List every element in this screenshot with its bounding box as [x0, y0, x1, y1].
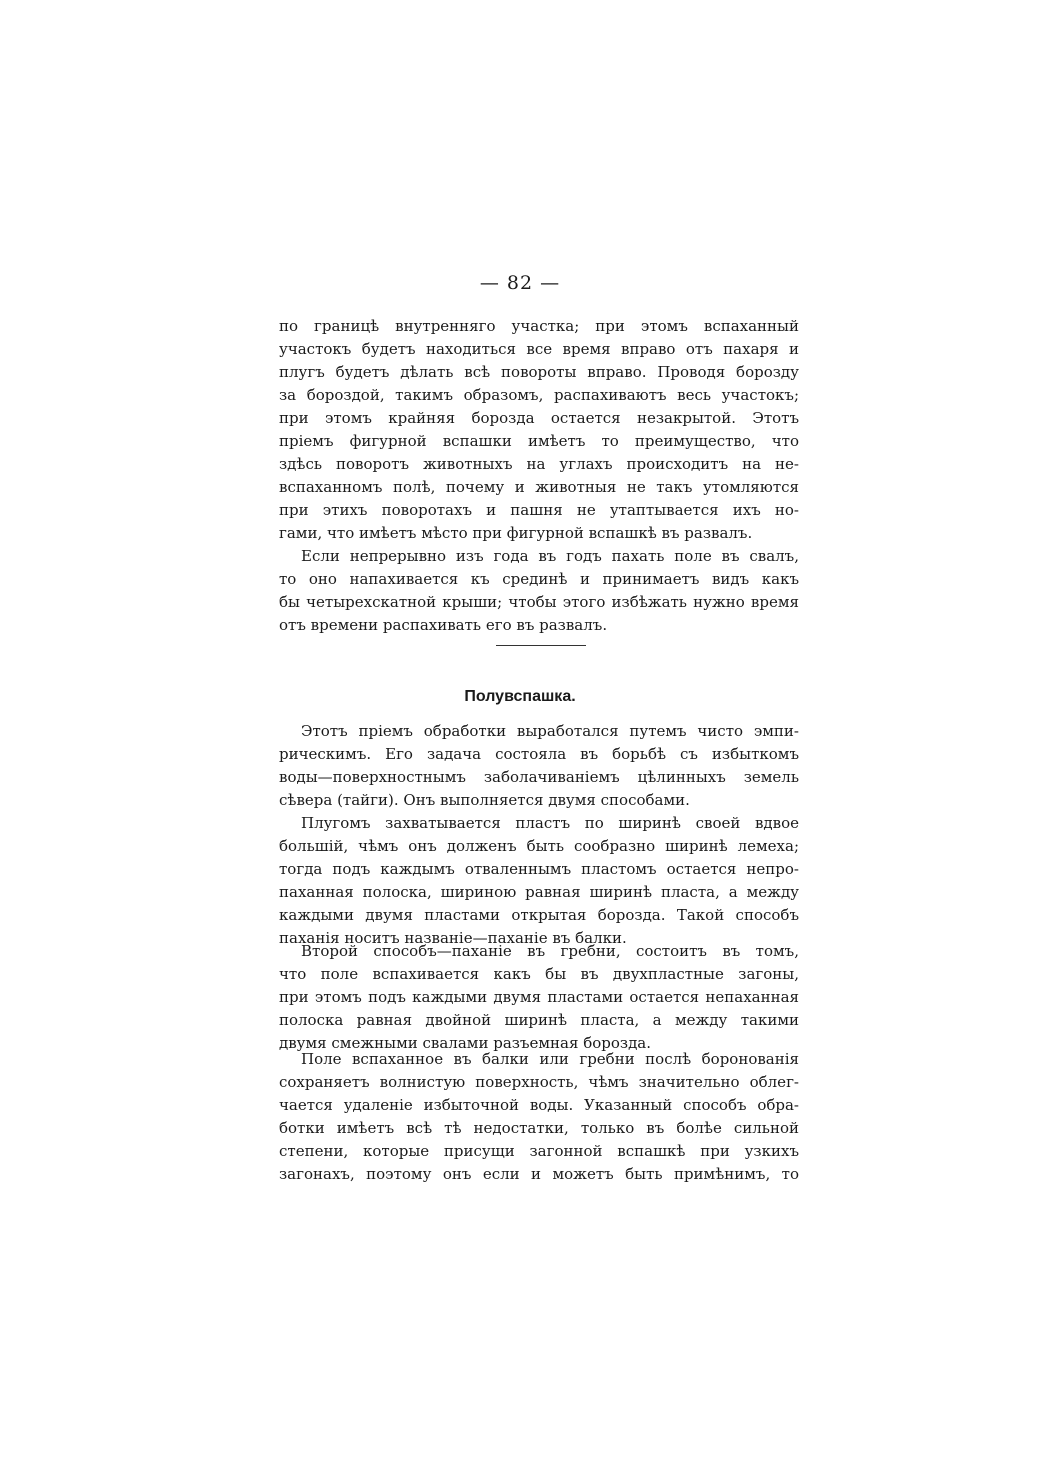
text-line: двумя смежными свалами разъемная борозда. [279, 1034, 652, 1052]
text-line: каждыми двумя пластами открытая борозда. Такой способъ [279, 906, 799, 924]
text-line: ботки имѣетъ всѣ тѣ недостатки, только въ болѣе сильной [279, 1119, 799, 1137]
text-line: при этомъ подъ каждыми двумя пластами остается непаханная [279, 988, 799, 1006]
text-line: тогда подъ каждымъ отваленнымъ пластомъ остается непро- [279, 860, 799, 878]
text-line: вспаханномъ полѣ, почему и животныя не такъ утомляются [279, 478, 799, 496]
text-line: что поле вспахивается какъ бы въ двухпластные загоны, [279, 965, 799, 983]
section-divider [496, 645, 586, 646]
text-line: большій, чѣмъ онъ долженъ быть сообразно ширинѣ лемеха; [279, 837, 799, 855]
section-heading: Полувспашка. [464, 688, 576, 705]
text-line: здѣсь поворотъ животныхъ на углахъ происходитъ на не- [279, 455, 799, 473]
text-line: рическимъ. Его задача состояла въ борьбѣ съ избыткомъ [279, 745, 799, 763]
text-line: Второй способъ—паханіе въ гребни, состоитъ въ томъ, [301, 942, 799, 960]
text-line: Плугомъ захватывается пластъ по ширинѣ своей вдвое [301, 814, 799, 832]
text-line: участокъ будетъ находиться все время вправо отъ пахаря и [279, 340, 799, 358]
paragraph-second-method [279, 940, 799, 1055]
text-line: воды—поверхностнымъ заболачиваніемъ цѣлинныхъ земель [279, 768, 799, 786]
paragraph-roof [279, 545, 799, 637]
paragraph-continuation [279, 315, 799, 545]
text-line: при этихъ поворотахъ и пашня не утаптывается ихъ но- [279, 501, 799, 519]
text-line: Поле вспаханное въ балки или гребни послѣ боронованія [301, 1050, 799, 1068]
text-line: паханная полоска, шириною равная ширинѣ пласта, а между [279, 883, 799, 901]
text-line: плугъ будетъ дѣлать всѣ повороты вправо. Проводя борозду [279, 363, 799, 381]
text-line: загонахъ, поэтому онъ если и можетъ быть примѣнимъ, то [279, 1165, 799, 1183]
paragraph-intro [279, 720, 799, 812]
paragraph-first-method [279, 812, 799, 950]
text-line: за бороздой, такимъ образомъ, распахиваютъ весь участокъ; [279, 386, 799, 404]
text-line: гами, что имѣетъ мѣсто при фигурной вспашкѣ въ развалъ. [279, 524, 753, 542]
text-line: полоска равная двойной ширинѣ пласта, а между такими [279, 1011, 799, 1029]
text-line: степени, которые присущи загонной вспашкѣ при узкихъ [279, 1142, 799, 1160]
text-line: при этомъ крайняя борозда остается незакрытой. Этотъ [279, 409, 799, 427]
text-line: Этотъ пріемъ обработки выработался путемъ чисто эмпи- [301, 722, 799, 740]
text-line: по границѣ внутренняго участка; при этомъ вспаханный [279, 317, 799, 335]
text-line: бы четырехскатной крыши; чтобы этого избѣжать нужно время [279, 593, 799, 611]
text-line: Если непрерывно изъ года въ годъ пахать поле въ свалъ, [301, 547, 799, 565]
text-line: отъ времени распахивать его въ развалъ. [279, 616, 608, 634]
text-line: чается удаленіе избыточной воды. Указанный способъ обра- [279, 1096, 799, 1114]
text-line: паханія носитъ названіе—паханіе въ балки. [279, 929, 627, 947]
paragraph-result [279, 1048, 799, 1186]
text-line: сѣвера (тайги). Онъ выполняется двумя способами. [279, 791, 690, 809]
text-line: пріемъ фигурной вспашки имѣетъ то преимущество, что [279, 432, 799, 450]
text-line: сохраняетъ волнистую поверхность, чѣмъ значительно облег- [279, 1073, 799, 1091]
page-number: — 82 — [479, 272, 561, 294]
text-line: то оно напахивается къ срединѣ и принимаетъ видъ какъ [279, 570, 799, 588]
